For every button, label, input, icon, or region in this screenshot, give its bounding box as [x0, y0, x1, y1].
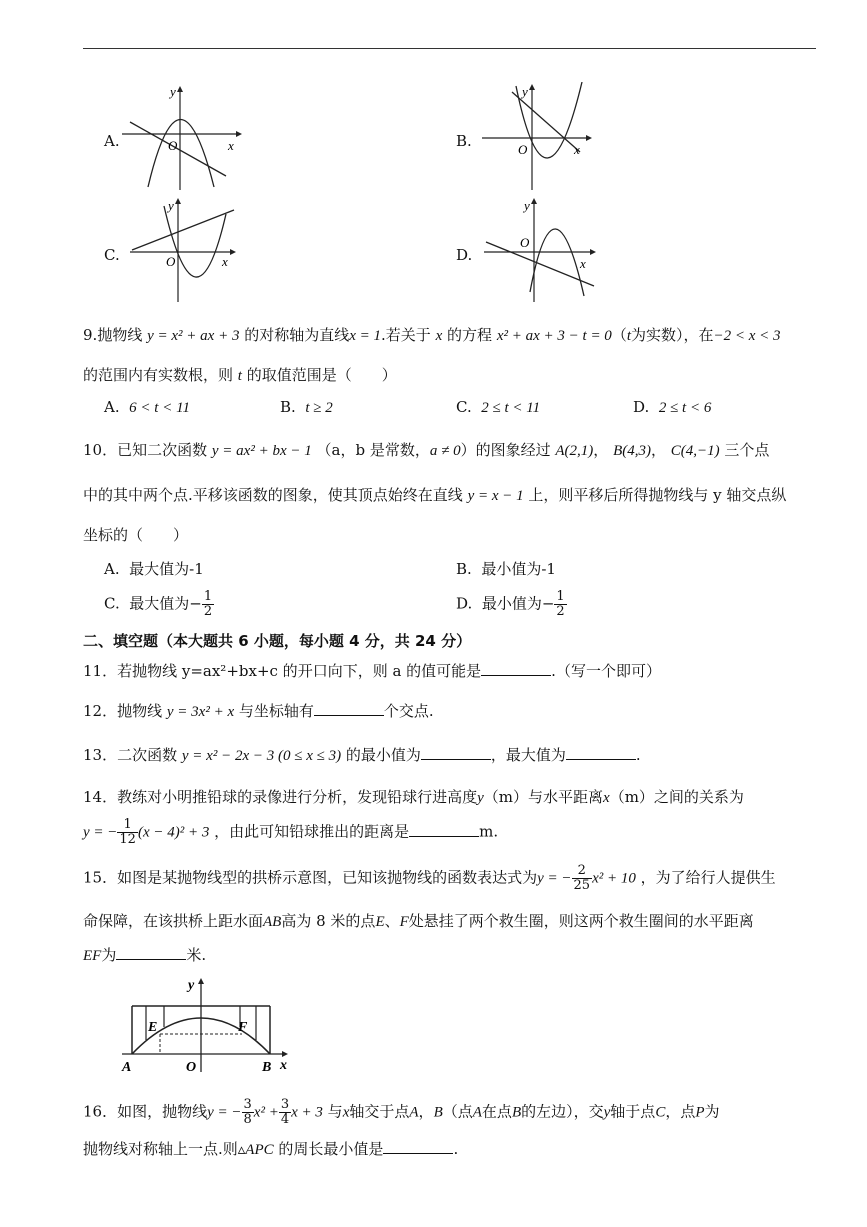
- y-axis-arrow-icon: [175, 198, 181, 204]
- q12-text: 抛物线: [117, 702, 163, 720]
- q15-formula: y = −: [537, 870, 572, 887]
- q15-ef: EF: [83, 948, 102, 964]
- x-label: x: [574, 142, 580, 157]
- origin-label: O: [520, 235, 530, 250]
- q15-number: 15．: [83, 868, 118, 887]
- q9-line1: [83, 324, 781, 345]
- q10-formula-3: y = x − 1: [467, 488, 524, 504]
- q10-text: （a，b 是常数，: [316, 441, 430, 459]
- q16-text: ，点: [665, 1102, 696, 1121]
- q13-text: 的最小值为: [345, 746, 421, 764]
- option-label: C.: [456, 398, 472, 416]
- q15-line3: [83, 944, 206, 965]
- q16-b: B: [511, 1104, 522, 1121]
- q10-text: 中的其中两个点.平移该函数的图象，使其顶点始终在直线: [83, 486, 463, 504]
- fraction-denominator: 2: [203, 604, 213, 619]
- fraction-numerator: 1: [203, 589, 213, 604]
- line: [486, 242, 594, 286]
- origin-label: O: [186, 1060, 197, 1075]
- q14-text: （m）与水平距离: [483, 788, 604, 806]
- fraction: [554, 590, 566, 619]
- q15-text: 为: [101, 946, 117, 964]
- fraction: [572, 864, 593, 893]
- q14-formula: y = −: [83, 824, 118, 841]
- q16-text: （点: [442, 1102, 473, 1121]
- q9-text: 为实数），在: [631, 326, 714, 344]
- q9-text: 的取值范围是（ ）: [246, 366, 397, 384]
- q15-line1: [83, 864, 776, 893]
- q9-text: .若关于: [381, 326, 431, 344]
- answer-blank[interactable]: [566, 745, 636, 760]
- q14-text: ，由此可知铅球推出的距离是: [214, 822, 410, 841]
- q10-formula-2: a ≠ 0: [429, 443, 461, 459]
- q15-text: 米.: [186, 946, 207, 964]
- q16-text: .: [453, 1140, 459, 1158]
- answer-blank[interactable]: [314, 701, 384, 716]
- q13: [83, 744, 641, 765]
- q10-line2: [83, 484, 786, 505]
- q14-text: （m）之间的关系为: [609, 788, 744, 806]
- fraction: [242, 1098, 254, 1127]
- q15-ab: AB: [263, 914, 282, 930]
- option-value: 最大值为−: [129, 594, 202, 613]
- q9-line2: [83, 364, 397, 385]
- option-value: 最大值为-1: [129, 560, 204, 578]
- origin-label: O: [168, 138, 178, 153]
- q9-option-c[interactable]: [456, 398, 540, 417]
- y-axis-arrow-icon: [529, 84, 535, 90]
- q11-number: 11．: [83, 662, 118, 680]
- q16-text: 如图，抛物线: [117, 1102, 208, 1121]
- q15-f: F: [399, 914, 409, 930]
- q9-text: 的范围内有实数根，则: [83, 366, 234, 384]
- x-axis-arrow-icon: [586, 135, 592, 141]
- q13-text: ，最大值为: [490, 746, 566, 764]
- q9-var-t: t: [237, 368, 242, 384]
- option-value: 最小值为-1: [481, 560, 556, 578]
- point-f-label: F: [238, 1020, 248, 1035]
- q16-formula: x² +: [253, 1104, 279, 1121]
- option-d-graph: [480, 194, 610, 306]
- y-axis-arrow-icon: [177, 86, 183, 92]
- q16-text: 轴交于点: [349, 1102, 410, 1121]
- option-a-label: A.: [104, 132, 120, 150]
- y-label: y: [524, 198, 530, 213]
- q16-formula: x + 3: [291, 1104, 323, 1121]
- q9-text: 的方程: [447, 326, 493, 344]
- q16-number: 16．: [83, 1102, 118, 1121]
- y-axis-arrow-icon: [198, 978, 204, 984]
- q15-text: 高为 8 米的点: [281, 912, 376, 930]
- q13-text: 二次函数: [117, 746, 178, 764]
- q16-text: 的周长最小值是: [278, 1140, 384, 1158]
- q16-var-y: y: [603, 1104, 611, 1121]
- y-axis-arrow-icon: [531, 198, 537, 204]
- q14-line2: [83, 818, 498, 847]
- q9-formula-3: x² + ax + 3 − t = 0: [496, 328, 612, 344]
- q16-line2: [83, 1138, 458, 1159]
- origin-label: O: [166, 254, 176, 269]
- answer-blank[interactable]: [409, 822, 479, 837]
- answer-blank[interactable]: [481, 661, 551, 676]
- q16-text: 轴于点: [610, 1102, 656, 1121]
- q10-line1: 10．已知二次函数 y = ax² + bx − 1 （a，b 是常数，a ≠ 0）的图象经过 A(2,1)， B(4,3)， C(4,−1) 三个点: [83, 441, 770, 459]
- q14-formula: (x − 4)² + 3: [137, 824, 210, 841]
- q12: [83, 700, 434, 721]
- line: [130, 122, 226, 176]
- q10-option-b[interactable]: [456, 558, 556, 579]
- x-axis-arrow-icon: [230, 249, 236, 255]
- x-axis-arrow-icon: [236, 131, 242, 137]
- q12-number: 12．: [83, 702, 118, 720]
- q15-text: 命保障，在该拱桥上距水面: [83, 912, 264, 930]
- fraction-numerator: 3: [280, 1097, 290, 1112]
- q9-var-x: x: [435, 328, 443, 344]
- option-value: 最小值为−: [481, 594, 555, 613]
- q10-point-a: A(2,1): [555, 443, 594, 459]
- q13-text: .: [635, 746, 641, 764]
- q10-text: 已知二次函数: [117, 441, 208, 459]
- option-value: 2 ≤ t < 6: [658, 400, 712, 416]
- fraction: [202, 590, 214, 619]
- q9-formula-4: −2 < x < 3: [713, 328, 781, 344]
- q16-text: 在点: [481, 1102, 512, 1121]
- option-c-label: C.: [104, 246, 120, 264]
- option-c-graph: [126, 194, 256, 306]
- q16-a: A: [409, 1104, 419, 1121]
- option-d-label: D.: [456, 246, 473, 264]
- q16-text: 为: [704, 1102, 720, 1121]
- fraction-denominator: 4: [280, 1112, 290, 1127]
- q15-text: ，为了给行人提供生: [640, 868, 776, 887]
- option-a-graph: [118, 82, 248, 194]
- q9-var-t: t: [626, 328, 631, 344]
- q12-text: 与坐标轴有: [238, 702, 314, 720]
- option-label: D.: [456, 594, 473, 613]
- fraction: [279, 1098, 291, 1127]
- line: [132, 210, 234, 250]
- x-label: x: [280, 1058, 287, 1073]
- fraction-numerator: 1: [556, 589, 565, 604]
- y-label: y: [188, 978, 195, 993]
- q9-number: 9.: [83, 326, 98, 344]
- option-label: B.: [280, 398, 296, 416]
- q10-option-a[interactable]: [104, 558, 204, 579]
- q10-option-d[interactable]: [456, 590, 567, 619]
- q9-text: （: [611, 326, 627, 344]
- q14-var-x: x: [603, 790, 610, 806]
- fraction-numerator: 2: [572, 864, 593, 879]
- option-label: A.: [104, 398, 120, 416]
- q15-text: 如图是某抛物线型的拱桥示意图，已知该抛物线的函数表达式为: [117, 868, 538, 887]
- q10-text: ）的图象经过: [460, 441, 551, 459]
- x-label: x: [222, 254, 228, 269]
- q16-formula: y = −: [207, 1104, 242, 1121]
- q14-text: m.: [479, 822, 499, 841]
- q16-line1: [83, 1098, 720, 1127]
- option-label: D.: [633, 398, 650, 416]
- q15-e: E: [375, 914, 385, 930]
- q9-option-b[interactable]: [280, 398, 333, 417]
- q12-text: 个交点.: [383, 702, 434, 720]
- option-b-graph: [478, 82, 608, 194]
- option-value: 6 < t < 11: [129, 400, 190, 416]
- option-b-label: B.: [456, 132, 472, 150]
- q10-text: 上，则平移后所得抛物线与 y 轴交点纵: [528, 486, 787, 504]
- q10-text: 三个点: [724, 441, 770, 459]
- option-value: t ≥ 2: [305, 400, 333, 416]
- fraction-denominator: 2: [556, 604, 565, 619]
- q16-triangle: ▵APC: [237, 1142, 274, 1158]
- x-axis-arrow-icon: [282, 1051, 288, 1057]
- option-label: A.: [104, 560, 120, 578]
- q16-a: A: [472, 1104, 482, 1121]
- answer-blank[interactable]: [421, 745, 491, 760]
- fraction-denominator: 12: [119, 832, 136, 847]
- q9-formula-1: y = x² + ax + 3: [147, 328, 240, 344]
- q14-line1: [83, 786, 744, 807]
- section-heading: 二、填空题（本大题共 6 小题，每小题 4 分，共 24 分）: [83, 632, 472, 650]
- point-e-label: E: [148, 1020, 158, 1035]
- q15-text: 处悬挂了两个救生圈，则这两个救生圈间的水平距离: [408, 912, 754, 930]
- q11: [83, 660, 661, 681]
- bridge-figure: [118, 972, 298, 1076]
- x-label: x: [228, 138, 234, 153]
- option-value: 2 ≤ t < 11: [481, 400, 541, 416]
- q13-number: 13．: [83, 746, 118, 764]
- q9-option-d[interactable]: [633, 398, 711, 417]
- q11-text: .（写一个即可）: [551, 662, 661, 680]
- fraction-numerator: 3: [243, 1097, 252, 1112]
- q16-c: C: [655, 1104, 666, 1121]
- q9-text: 的对称轴为直线: [244, 326, 350, 344]
- answer-blank[interactable]: [383, 1139, 453, 1154]
- q10-formula-1: y = ax² + bx − 1: [211, 443, 312, 459]
- q9-text: 抛物线: [97, 326, 143, 344]
- q13-formula: y = x² − 2x − 3 (0 ≤ x ≤ 3): [181, 748, 342, 764]
- fraction-denominator: 8: [243, 1112, 252, 1127]
- y-label: y: [522, 84, 528, 99]
- q10-point-b: B(4,3): [613, 443, 651, 459]
- origin-label: O: [518, 142, 528, 157]
- parabola: [148, 120, 214, 188]
- q16-var-x: x: [342, 1104, 350, 1121]
- y-label: y: [168, 198, 174, 213]
- fraction: [117, 818, 138, 847]
- q16-text: 与: [327, 1102, 343, 1121]
- q16-text: 的左边），交: [521, 1102, 604, 1121]
- q10-line3: 坐标的（ ）: [83, 526, 189, 544]
- answer-blank[interactable]: [116, 945, 186, 960]
- parabola: [530, 229, 584, 296]
- q16-text: 抛物线对称轴上一点.则: [83, 1140, 238, 1158]
- q16-text: ，: [418, 1102, 434, 1121]
- x-label: x: [580, 256, 586, 271]
- x-axis-arrow-icon: [590, 249, 596, 255]
- q15-text: 、: [384, 912, 400, 930]
- q11-text: 若抛物线 y=ax²+bx+c 的开口向下，则 a 的值可能是: [117, 662, 482, 680]
- q14-number: 14．: [83, 788, 118, 806]
- q15-formula: x² + 10: [592, 870, 636, 887]
- q10-point-c: C(4,−1): [670, 443, 720, 459]
- q16-b: B: [433, 1104, 443, 1121]
- option-label: C.: [104, 594, 120, 613]
- q12-formula: y = 3x² + x: [166, 704, 235, 720]
- fraction-numerator: 1: [117, 818, 138, 833]
- y-label: y: [170, 84, 176, 99]
- q14-var-y: y: [477, 790, 484, 806]
- q15-line2: [83, 910, 754, 931]
- q9-formula-2: x = 1: [349, 328, 382, 344]
- q10-number: 10．: [83, 441, 118, 459]
- q16-p: P: [695, 1104, 705, 1121]
- q14-text: 教练对小明推铅球的录像进行分析，发现铅球行进高度: [117, 788, 478, 806]
- option-label: B.: [456, 560, 472, 578]
- point-b-label: B: [262, 1060, 272, 1075]
- q9-option-a[interactable]: [104, 398, 190, 417]
- fraction-denominator: 25: [573, 878, 591, 893]
- header-rule: [83, 48, 816, 49]
- point-a-label: A: [122, 1060, 132, 1075]
- q10-option-c[interactable]: [104, 590, 214, 619]
